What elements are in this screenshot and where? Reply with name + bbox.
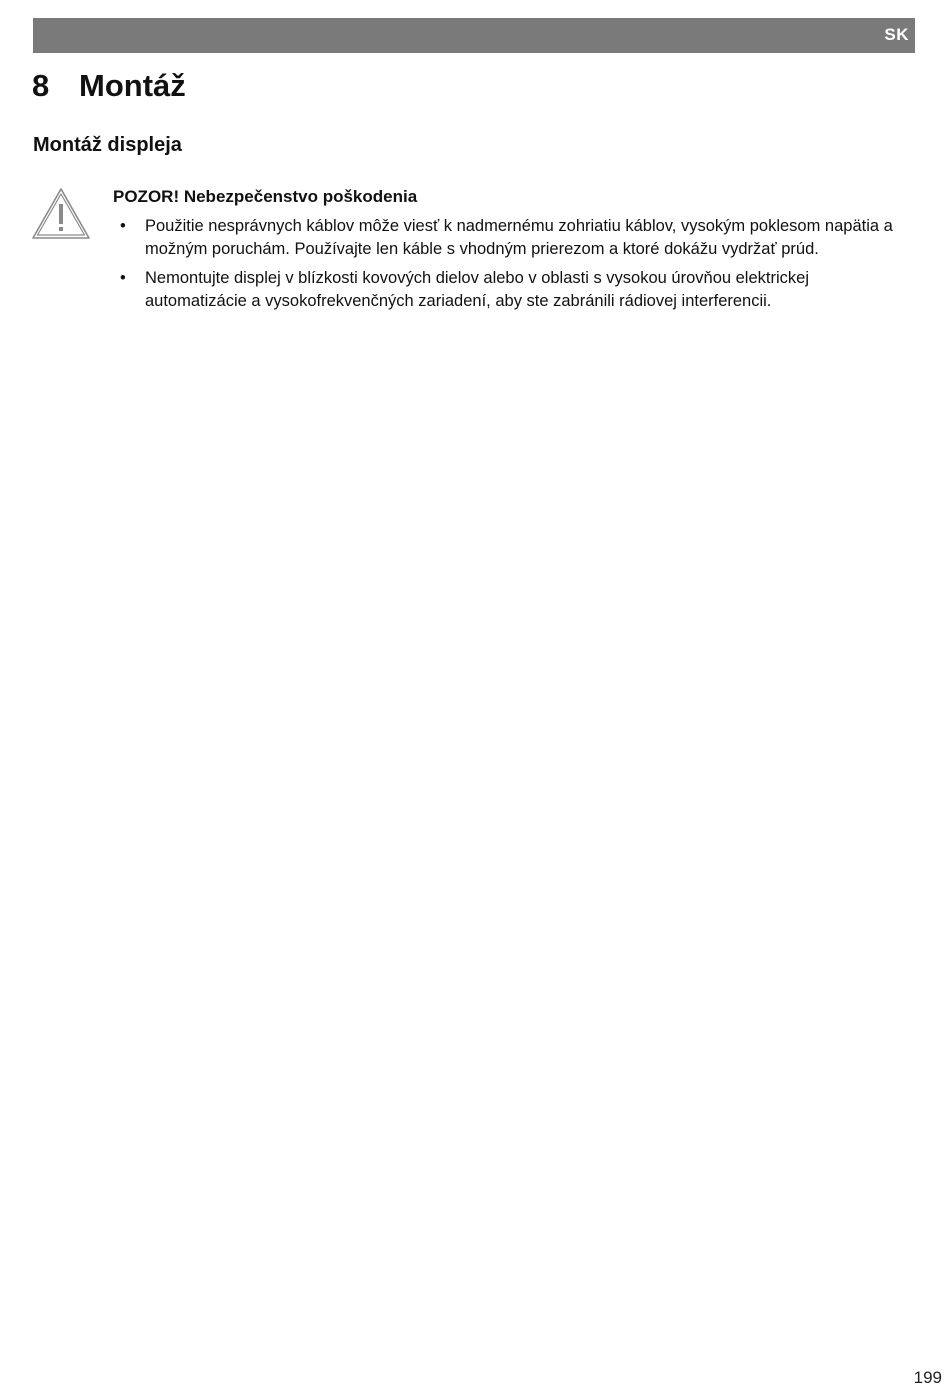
list-item-text: Nemontujte displej v blízkosti kovových dielov alebo v oblasti s vysokou úrovňou elektrickej automatizácie a vysokofrekvenčných zariadení, aby ste zabránili rádiovej interferencii. [145, 269, 809, 310]
page-number: 199 [913, 1368, 942, 1387]
warning-block [113, 185, 913, 319]
chapter-number: 8 [32, 68, 50, 103]
chapter-heading [32, 66, 186, 106]
bullet: • [120, 217, 126, 235]
warning-list [113, 215, 913, 313]
header-bar [33, 18, 915, 53]
chapter-title: Montáž [79, 68, 186, 103]
language-badge: SK [884, 25, 909, 44]
warning-triangle-icon [31, 187, 91, 241]
section-title: Montáž displeja [33, 134, 182, 156]
list-item [113, 267, 913, 313]
warning-heading: POZOR! Nebezpečenstvo poškodenia [113, 187, 418, 206]
list-item-text: Použitie nesprávnych káblov môže viesť k nadmernému zohriatiu káblov, vysokým poklesom napätia a možným poruchám. Používajte len káble s vhodným prierezom a ktoré dokážu vydržať prúd. [145, 217, 893, 258]
bullet: • [120, 269, 126, 287]
list-item [113, 215, 913, 261]
